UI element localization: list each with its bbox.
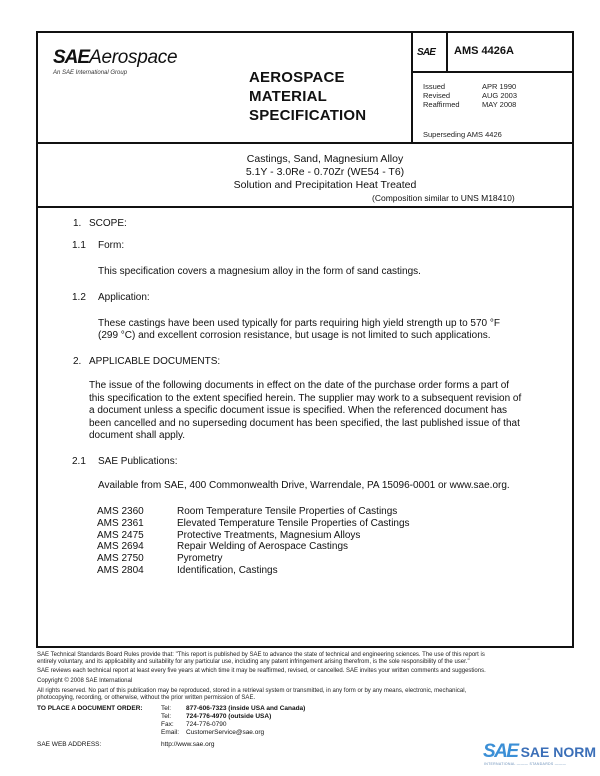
publication-title: Identification, Castings: [177, 564, 278, 576]
publication-item: [97, 530, 410, 542]
header-bottom-rule: [36, 142, 574, 144]
section-text: (299 °C) and excellent corrosion resistance, but usage is not limited to such applications.: [98, 330, 491, 341]
publication-code: AMS 2360: [97, 506, 144, 517]
contact-label: Tel:: [161, 705, 172, 712]
section-text: been cancelled and no superseding document has been specified, the last published issue of that: [89, 418, 520, 429]
logo-name: Aerospace: [89, 47, 178, 68]
rules-notice: SAE Technical Standards Board Rules provide that: "This report is published by SAE to advance the state of technical and engineering sciences. The use of this report is: [37, 652, 485, 658]
publication-item: [97, 565, 410, 577]
sae-aerospace-logo: [53, 47, 177, 69]
watermark-subtext: INTERNATIONAL ——— STANDARDS ———: [484, 762, 567, 766]
web-address-link[interactable]: http://www.sae.org: [161, 741, 215, 748]
publication-title: Room Temperature Tensile Properties of Castings: [177, 506, 398, 517]
rights-notice: photocopying, recording, or otherwise, without the prior written permission of SAE.: [37, 695, 256, 701]
section-text: this specification to the extent specified herein. The supplier may work to a subsequent revision of: [89, 393, 522, 404]
publication-code: AMS 2750: [97, 553, 144, 565]
contact-label: Tel:: [161, 713, 172, 720]
date-label: Issued: [423, 82, 446, 91]
contact-label: Email:: [161, 729, 180, 736]
section-number: 1.2: [72, 292, 86, 303]
section-title: Form:: [98, 240, 125, 251]
sae-norm-watermark: [483, 741, 596, 763]
section-title: APPLICABLE DOCUMENTS:: [89, 356, 221, 367]
section-number: 1.: [73, 218, 82, 229]
docnum-divider: [411, 71, 574, 73]
publication-code: AMS 2804: [97, 564, 144, 576]
title-line: AEROSPACE: [249, 69, 345, 86]
title-line: MATERIAL: [249, 88, 327, 105]
composition-note: (Composition similar to UNS M18410): [372, 193, 515, 203]
document-number: AMS 4426A: [454, 45, 514, 57]
order-label-text: TO PLACE A DOCUMENT ORDER:: [37, 705, 143, 712]
subject-bottom-rule: [36, 206, 574, 208]
section-title: SCOPE:: [89, 218, 127, 229]
publication-title: Repair Welding of Aerospace Castings: [177, 541, 349, 553]
section-text: This specification covers a magnesium alloy in the form of sand castings.: [98, 266, 421, 277]
document-dates: [423, 82, 517, 109]
contact-value: 724-776-0790: [186, 721, 227, 728]
publication-title: Protective Treatments, Magnesium Alloys: [177, 529, 361, 541]
section-text: a document unless a specific document issue is specified. When the referenced document has: [89, 405, 508, 416]
publication-item: [97, 518, 410, 530]
date-label: Reaffirmed: [423, 100, 460, 109]
date-label: Revised: [423, 91, 451, 100]
publication-item: [97, 553, 410, 565]
web-label: [37, 741, 101, 749]
date-value: AUG 2003: [482, 91, 518, 100]
web-address: [161, 741, 214, 749]
logo-brand: SAE: [53, 47, 90, 68]
web-label-text: SAE WEB ADDRESS:: [37, 741, 102, 748]
publication-item: [97, 506, 410, 518]
contact-value: 724-776-4970 (outside USA): [186, 713, 272, 720]
logo-cell-divider: [446, 31, 448, 72]
publication-title: Elevated Temperature Tensile Properties of Castings: [177, 517, 410, 529]
publication-code: AMS 2694: [97, 541, 144, 553]
publications-list: [97, 506, 410, 577]
section-title: Application:: [98, 292, 150, 303]
date-value: MAY 2008: [482, 100, 517, 109]
order-label: [37, 705, 143, 713]
date-value: APR 1990: [482, 82, 517, 91]
subject-line: Castings, Sand, Magnesium Alloy: [246, 153, 404, 165]
section-number: 2.1: [72, 456, 86, 467]
review-notice: SAE reviews each technical report at least every five years at which time it may be reaffirmed, revised, or cancelled. SAE invites your written comments and suggestions.: [37, 668, 486, 674]
publication-code: AMS 2475: [97, 529, 144, 541]
watermark-text: SAE NORM: [520, 744, 597, 760]
section-text: The issue of the following documents in effect on the date of the purchase order forms a part of: [89, 380, 510, 391]
superseding-note: Superseding AMS 4426: [423, 130, 502, 139]
spec-type-title: [249, 68, 366, 125]
section-number: 2.: [73, 356, 82, 367]
publication-title: Pyrometry: [177, 553, 223, 565]
publication-code: AMS 2361: [97, 517, 144, 529]
logo-tagline: An SAE International Group: [53, 70, 128, 76]
sae-mark-icon: SAE: [417, 47, 436, 58]
contact-label: Fax:: [161, 721, 174, 728]
rights-notice: All rights reserved. No part of this publication may be reproduced, stored in a retrieval system or transmitted, in any form or by any means, electronic, mechanical,: [37, 688, 467, 694]
section-text: document shall apply.: [89, 430, 185, 441]
title-line: SPECIFICATION: [249, 107, 367, 124]
rules-notice: entirely voluntary, and its applicability and suitability for any particular use, including any patent infringement arising therefrom, is the sole responsibility of the user.": [37, 659, 470, 665]
subject-title: [200, 153, 450, 192]
email-link[interactable]: CustomerService@sae.org: [186, 729, 265, 736]
section-text: These castings have been used typically for parts requiring high yield strength up to 570 °F: [98, 318, 501, 329]
contact-value: 877-606-7323 (inside USA and Canada): [186, 705, 306, 712]
sae-watermark-icon: SAE: [483, 741, 518, 762]
section-title: SAE Publications:: [98, 456, 178, 467]
header-divider-vertical: [411, 31, 413, 144]
subject-line: 5.1Y - 3.0Re - 0.70Zr (WE54 - T6): [245, 166, 405, 178]
copyright: Copyright © 2008 SAE International: [37, 678, 133, 684]
publication-item: [97, 541, 410, 553]
section-text: Available from SAE, 400 Commonwealth Drive, Warrendale, PA 15096-0001 or www.sae.org.: [98, 480, 510, 491]
section-number: 1.1: [72, 240, 86, 251]
contact-list: [161, 705, 305, 737]
subject-line: Solution and Precipitation Heat Treated: [233, 179, 417, 191]
